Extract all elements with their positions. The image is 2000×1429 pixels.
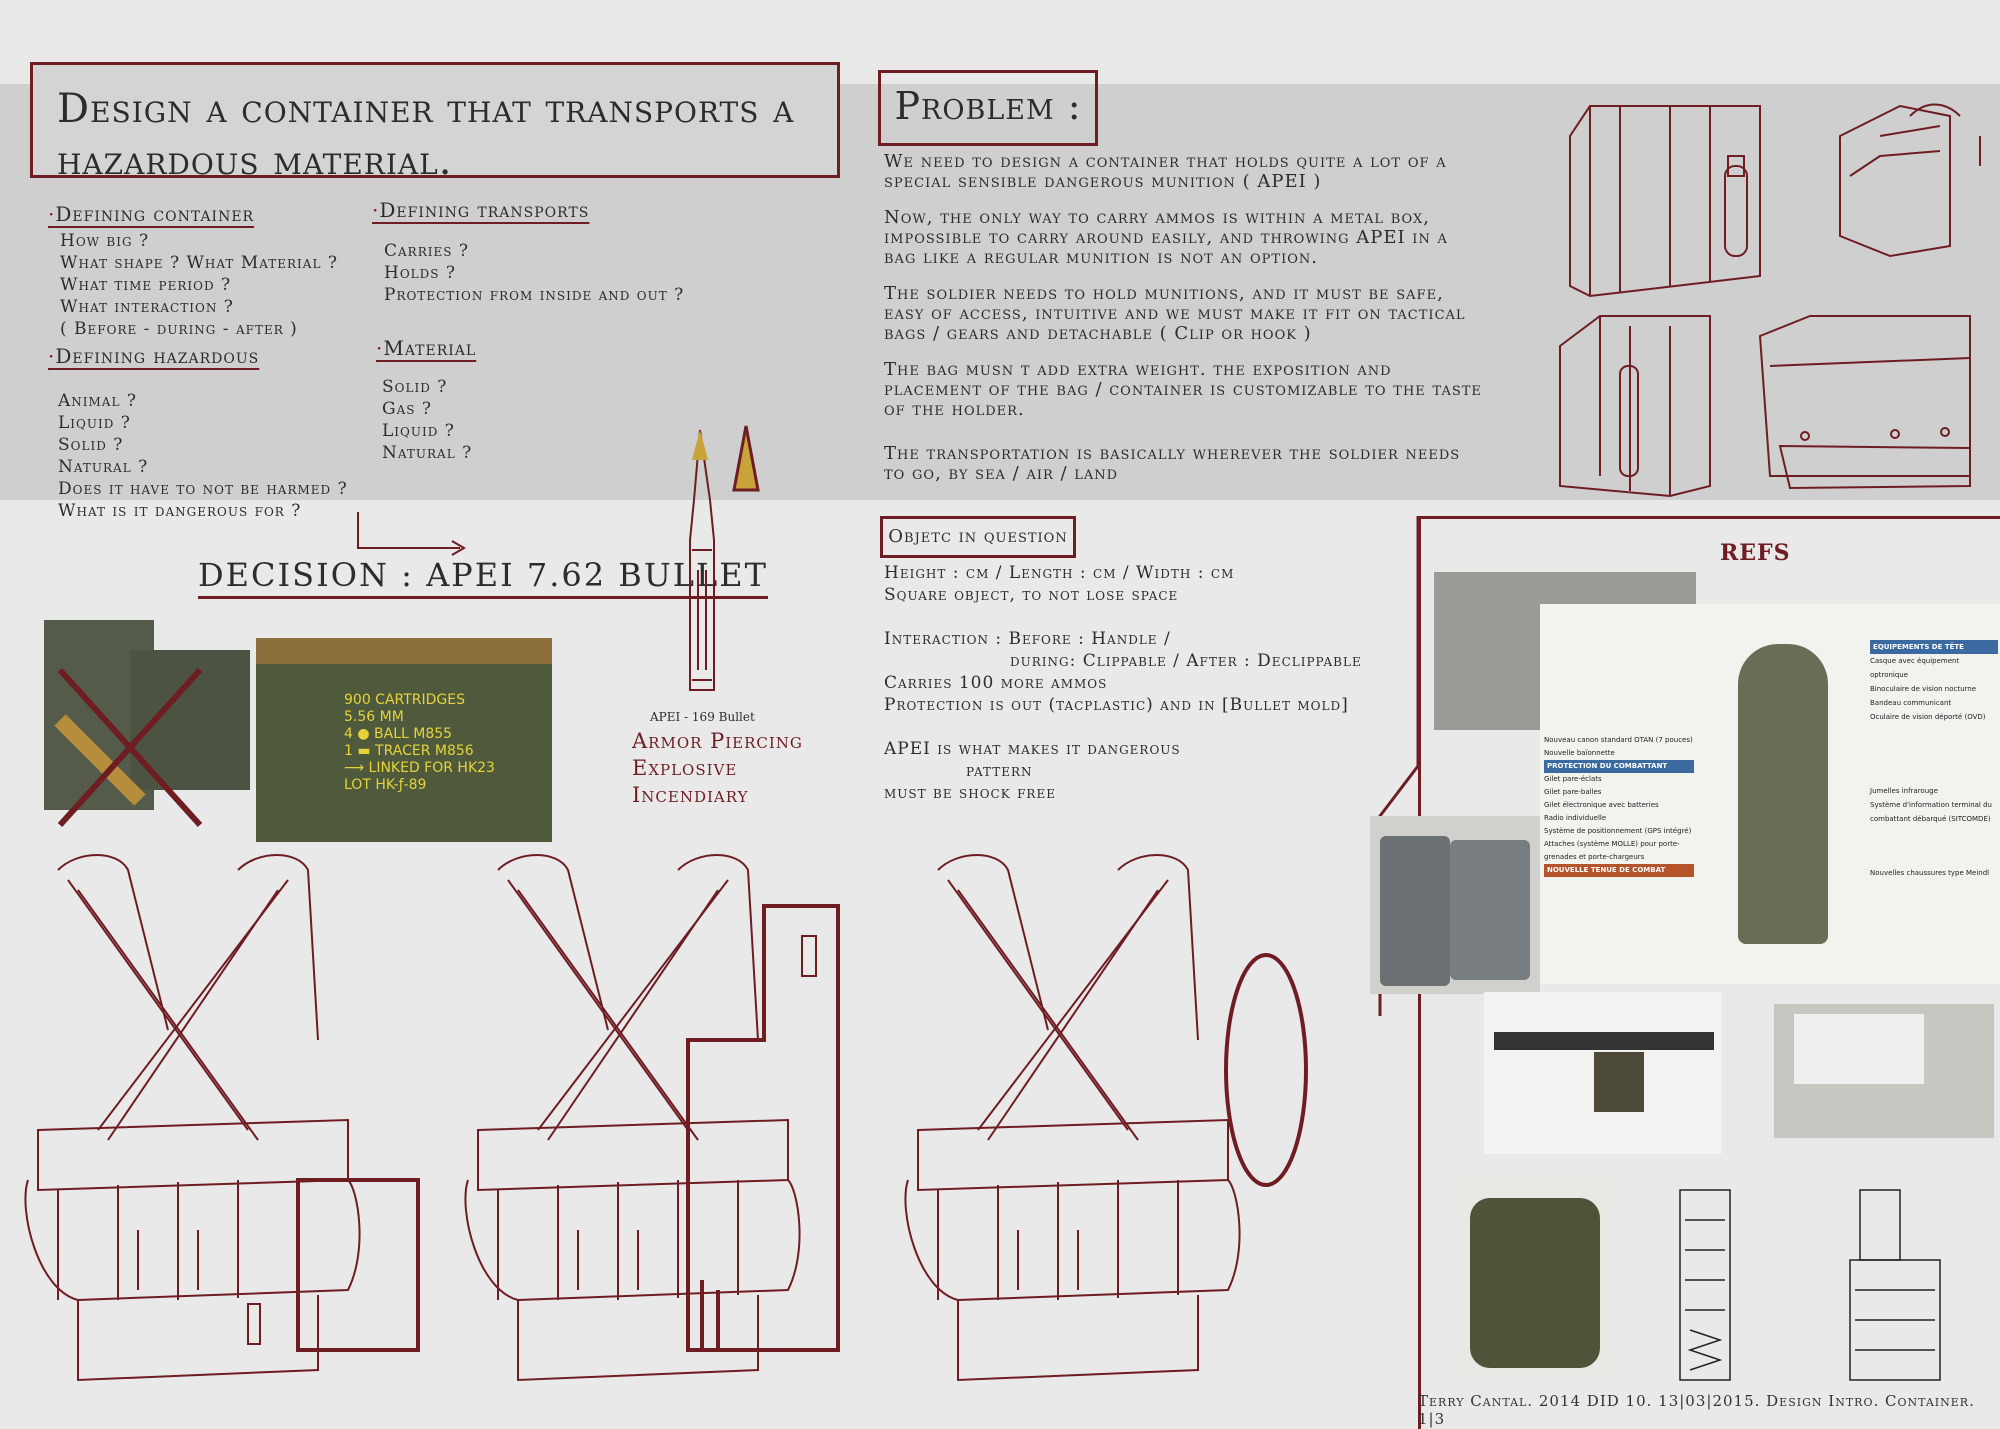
object-line: pattern xyxy=(966,761,1033,781)
list-item: What time period ? xyxy=(60,275,232,295)
defining-hazardous-heading: Defining hazardous xyxy=(55,344,260,368)
bullet-caption: APEI - 169 Bullet xyxy=(650,710,755,724)
ammo-box-line: ⟶ LINKED FOR HK23 xyxy=(344,760,495,776)
machine-gun-photo xyxy=(1484,992,1722,1154)
list-item: What interaction ? xyxy=(60,297,234,317)
poster-label: Nouvelle baïonnette xyxy=(1544,749,1615,757)
object-line: Protection is out (tacplastic) and in [Bullet mold] xyxy=(884,695,1349,715)
poster-label: Casque avec équipement optronique xyxy=(1870,657,1960,679)
ammo-box-line: LOT HK-ƒ-89 xyxy=(344,777,427,793)
problem-paragraph: Now, the only way to carry ammos is within a metal box, impossible to carry around easily, and throwing APEI in a bag like a regular munition is not an option. xyxy=(884,207,1448,268)
poster-label: PROTECTION DU COMBATTANT xyxy=(1544,760,1694,773)
problem-title: Problem : xyxy=(878,70,1098,146)
object-details xyxy=(884,562,1362,804)
defining-container-heading: Defining container xyxy=(55,202,255,226)
poster-label: EQUIPEMENTS DE TÊTE xyxy=(1870,640,1998,654)
list-item: Liquid ? xyxy=(58,413,131,433)
defining-transports-list xyxy=(384,240,684,306)
list-item: Solid ? xyxy=(58,435,124,455)
container-sketches xyxy=(1550,96,1990,516)
poster-label: Nouveau canon standard OTAN (7 pouces) xyxy=(1544,736,1693,744)
object-line xyxy=(884,606,1362,628)
poster-label: Gilet pare-balles xyxy=(1544,788,1602,796)
list-item: Solid ? xyxy=(382,377,448,397)
apei-words xyxy=(632,728,803,809)
list-item: Natural ? xyxy=(58,457,149,477)
poster-label: Oculaire de vision déporté (OVD) xyxy=(1870,713,1986,721)
list-item: Carries ? xyxy=(384,241,469,261)
footer: Terry Cantal. 2014 DID 10. 13|03|2015. Design Intro. Container. 1|3 xyxy=(1418,1392,1975,1428)
object-line xyxy=(884,716,1362,738)
defining-container-section: ·Defining container How big ? What shape ? What Material ? What time period ? What interaction ? ( Before - during - after ) xyxy=(48,202,338,339)
problem-text xyxy=(884,152,1484,500)
list-item: Protection from inside and out ? xyxy=(384,285,685,305)
list-item: Gas ? xyxy=(382,399,432,419)
list-item: Holds ? xyxy=(384,263,456,283)
material-heading: Material xyxy=(383,336,477,360)
problem-paragraph: The bag musn t add extra weight. the exposition and placement of the bag / container is customizable to the taste of the holder. xyxy=(884,359,1482,420)
list-item: What shape ? What Material ? xyxy=(60,253,338,273)
arrow-right-icon xyxy=(352,508,472,558)
object-heading: Objetc in question xyxy=(880,516,1076,558)
defining-transports-section: ·Defining transports Carries ? Holds ? Protection from inside and out ? xyxy=(372,198,685,305)
ammo-box-line: 1 ▬ TRACER M856 xyxy=(344,743,474,759)
patent-drawings xyxy=(1660,1160,1990,1390)
poster-label: Jumelles infrarouge xyxy=(1870,787,1938,795)
tactical-vest-photo xyxy=(1460,1178,1610,1378)
list-item: Does it have to not be harmed ? xyxy=(58,479,348,499)
ammo-box-photo xyxy=(256,638,552,842)
object-line: Interaction : Before : Handle / xyxy=(884,629,1171,649)
refs-title: REFS xyxy=(1720,540,1791,566)
object-line: must be shock free xyxy=(884,783,1056,803)
poster-label: Système de positionnement (GPS intégré) xyxy=(1544,827,1692,835)
ammo-box-line: 5.56 MM xyxy=(344,709,404,725)
page-title: Design a container that transports a hazardous material. xyxy=(30,62,840,178)
apei-word: Explosive xyxy=(632,756,738,780)
problem-paragraph: We need to design a container that holds quite a lot of a special sensible dangerous munition ( APEI ) xyxy=(884,151,1447,192)
ammo-can-photo xyxy=(30,600,260,830)
poster-label: NOUVELLE TENUE DE COMBAT xyxy=(1544,864,1694,877)
ammo-box-line: 900 CARTRIDGES xyxy=(344,692,466,708)
poster-label: Nouvelles chaussures type Meindl xyxy=(1870,869,1990,877)
object-line: Height : cm / Length : cm / Width : cm xyxy=(884,563,1235,583)
poster-label: Attaches (système MOLLE) pour porte-grenades et porte-chargeurs xyxy=(1544,840,1680,861)
bullet-sketch xyxy=(670,420,780,710)
ammo-box-line: 4 ● BALL M855 xyxy=(344,726,453,742)
soldier-figure xyxy=(1738,644,1828,944)
poster-label: Binoculaire de vision nocturne xyxy=(1870,685,1977,693)
list-item: What is it dangerous for ? xyxy=(58,501,302,521)
material-list xyxy=(382,376,476,464)
defining-transports-heading: Defining transports xyxy=(379,198,590,222)
problem-paragraph: The transportation is basically wherever the soldier needs to go, by sea / air / land xyxy=(884,443,1461,484)
list-item: Animal ? xyxy=(58,391,137,411)
apei-word: Incendiary xyxy=(632,783,749,807)
mag-pouch-photo xyxy=(1370,816,1540,994)
object-line: APEI is what makes it dangerous xyxy=(884,739,1181,759)
poster-label: Radio individuelle xyxy=(1544,814,1607,822)
defining-hazardous-list xyxy=(58,390,348,522)
soldier-poster xyxy=(1540,604,2000,984)
vest-sketches xyxy=(18,850,1338,1400)
defining-hazardous-section: ·Defining hazardous Animal ? Liquid ? Solid ? Natural ? Does it have to not be harmed ? What is it dangerous for ? xyxy=(48,344,348,521)
poster-label: Bandeau communicant xyxy=(1870,699,1952,707)
decision-heading: DECISION : APEI 7.62 BULLET xyxy=(198,556,768,599)
plastic-container-photo xyxy=(1774,1004,1994,1138)
list-item: ( Before - during - after ) xyxy=(60,319,298,339)
defining-container-list xyxy=(60,230,338,340)
material-section: ·Material Solid ? Gas ? Liquid ? Natural ? xyxy=(376,336,477,463)
poster-label: Système d'information terminal du combattant débarqué (SITCOMDE) xyxy=(1870,801,1992,823)
apei-word: Armor Piercing xyxy=(632,729,803,753)
list-item: Liquid ? xyxy=(382,421,455,441)
object-line: Square object, to not lose space xyxy=(884,585,1179,605)
object-line: Carries 100 more ammos xyxy=(884,673,1108,693)
problem-paragraph: The soldier needs to hold munitions, and it must be safe, easy of access, intuitive and we must make it fit on tactical bags / gears and detachable ( Clip or hook ) xyxy=(884,283,1466,344)
list-item: How big ? xyxy=(60,231,150,251)
object-line: during: Clippable / After : Declippable xyxy=(1010,651,1362,671)
poster-label: Gilet pare-éclats xyxy=(1544,775,1602,783)
poster-label: Gilet électronique avec batteries xyxy=(1544,801,1659,809)
list-item: Natural ? xyxy=(382,443,473,463)
